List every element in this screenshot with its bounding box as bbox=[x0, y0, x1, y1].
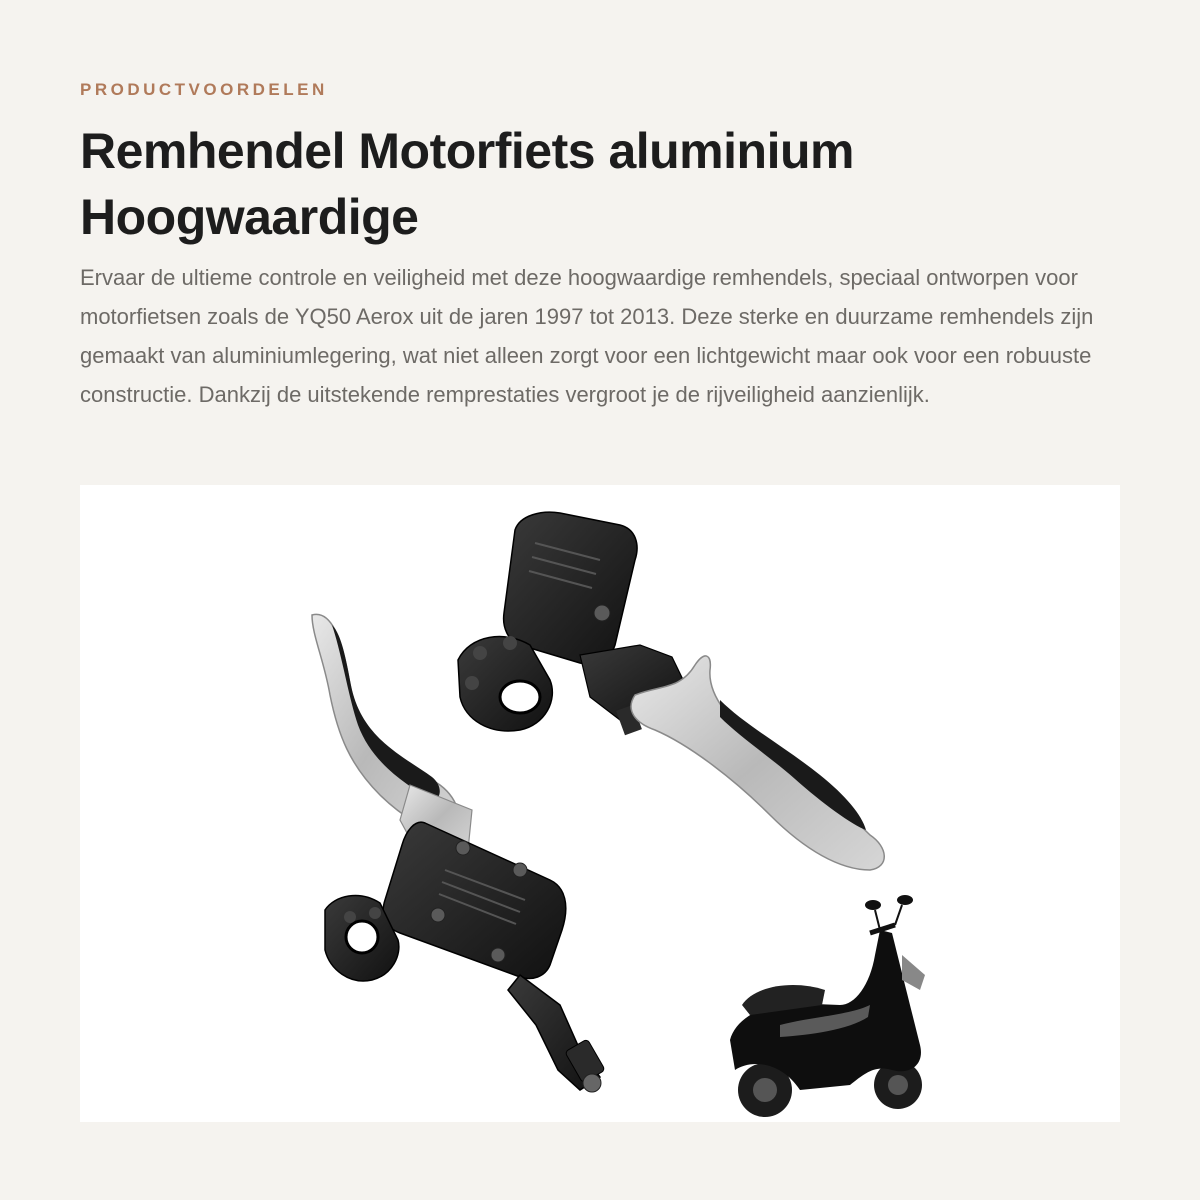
product-illustration bbox=[80, 485, 1120, 1122]
page-title: Remhendel Motorfiets aluminium Hoogwaardige bbox=[80, 123, 854, 245]
brake-lever-right-icon bbox=[458, 512, 884, 870]
product-image bbox=[80, 485, 1120, 1122]
scooter-icon bbox=[730, 895, 925, 1117]
section-eyebrow: PRODUCTVOORDELEN bbox=[80, 80, 328, 99]
product-description: Ervaar de ultieme controle en veiligheid met deze hoogwaardige remhendels, speciaal ontworpen voor motorfietsen zoals de YQ50 Aerox uit de jaren 1997 tot 2013. Deze sterke en duurzame remhendels zijn gemaakt van aluminiumlegering, wat niet alleen zorgt voor een lichtgewicht maar ook voor een robuuste constructie. Dankzij de uitstekende remprestaties vergroot je de rijveiligheid aanzienlijk. bbox=[80, 265, 1094, 407]
brake-lever-left-icon bbox=[312, 614, 605, 1092]
